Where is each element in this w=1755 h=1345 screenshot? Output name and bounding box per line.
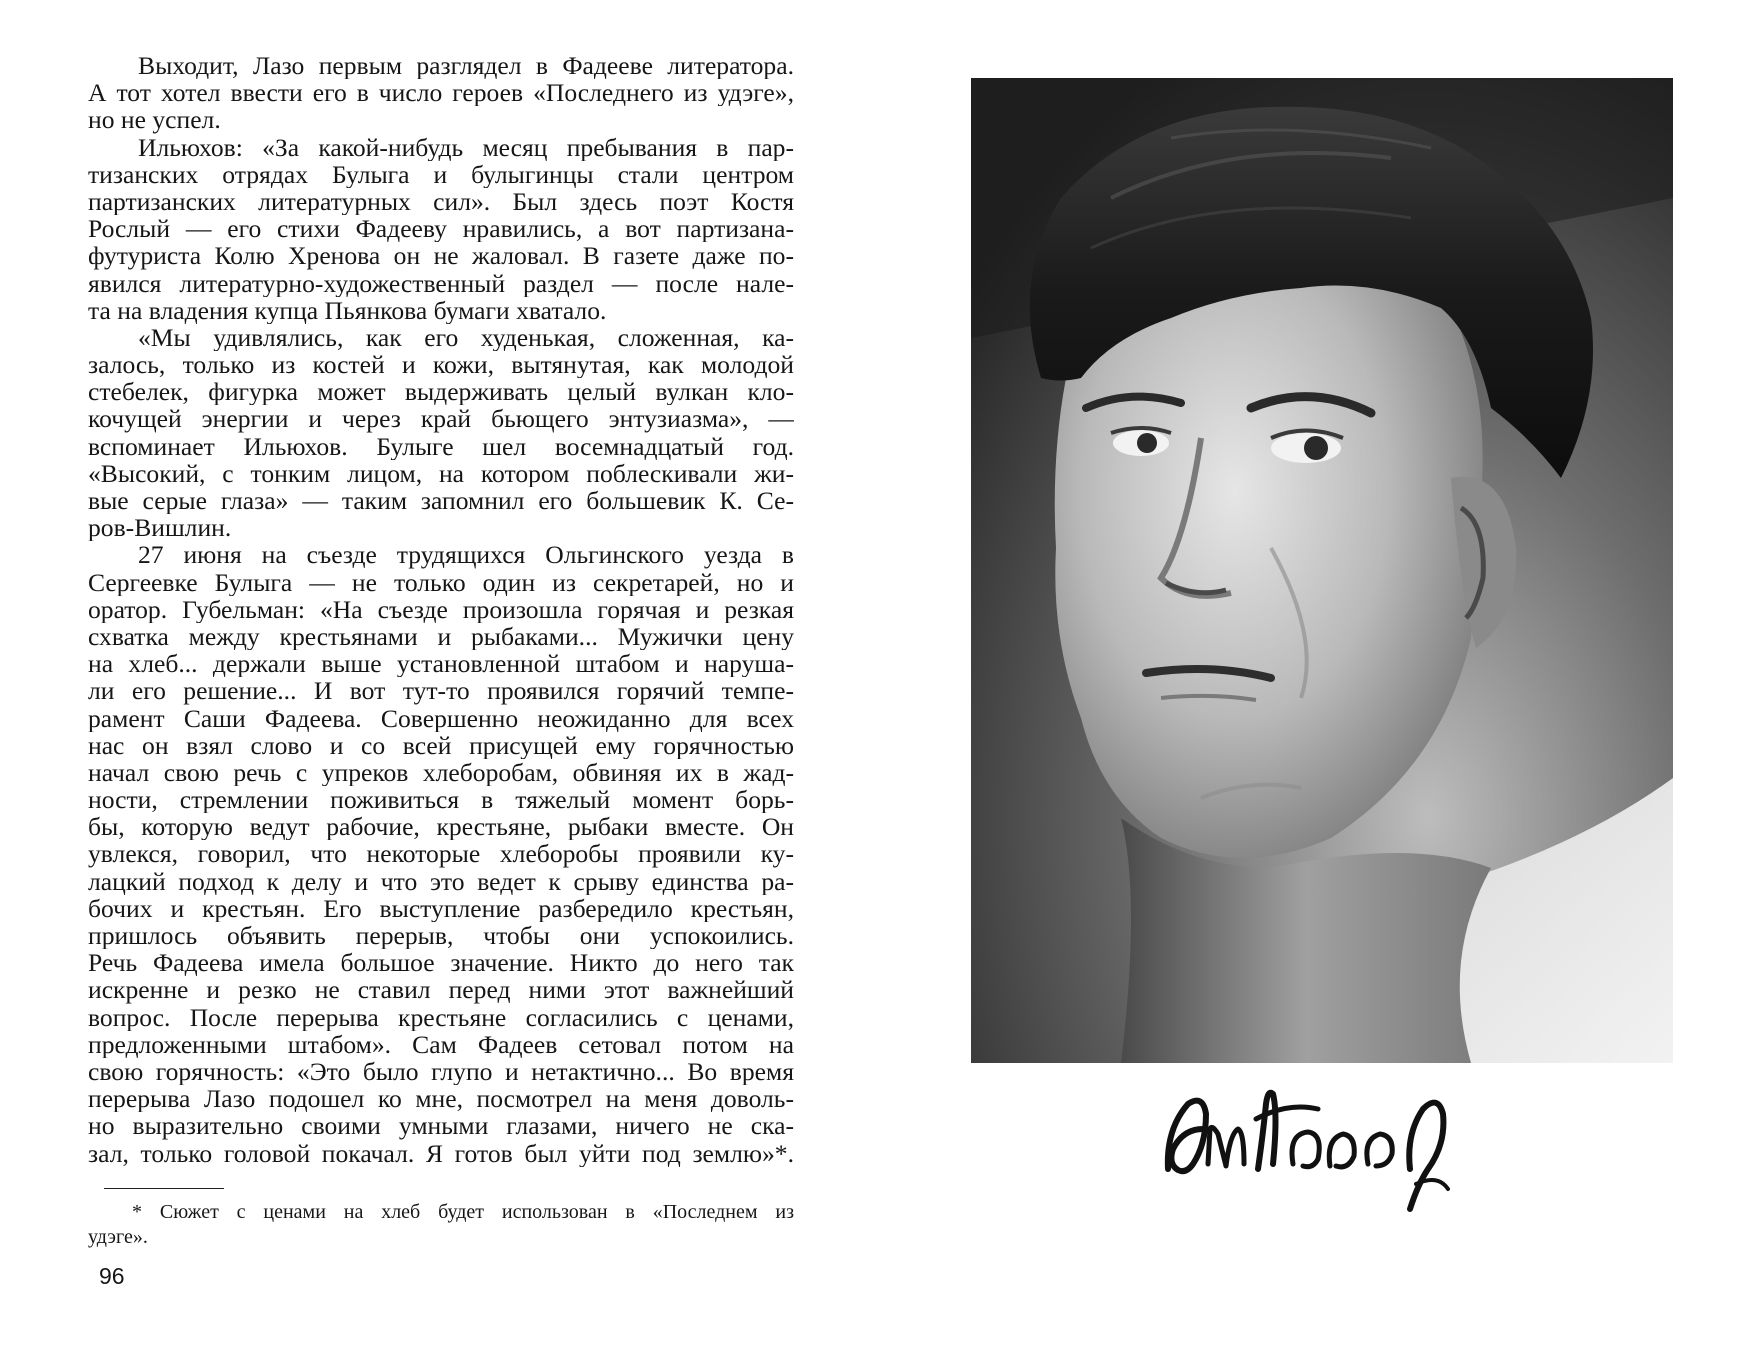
text-line: бочих и крестьян. Его выступление разбередило крестьян, bbox=[88, 894, 794, 922]
text-line: пришлось объявить перерыв, чтобы они успокоились. bbox=[88, 922, 794, 950]
text-line: тизанских отрядах Булыга и булыгинцы стали центром bbox=[88, 160, 794, 188]
text-line: свою горячность: «Это было глупо и нетактично... Во время bbox=[88, 1057, 794, 1086]
text-line: искренне и резко не ставил перед ними этот важнейший bbox=[88, 976, 794, 1004]
text-line: Сергеевке Булыга — не только один из секретарей, но и bbox=[88, 568, 794, 596]
text-line: перерыва Лазо подошел ко мне, посмотрел на меня доволь- bbox=[88, 1085, 794, 1113]
footnote-line: удэге». bbox=[88, 1226, 148, 1248]
text-line: Ильюхов: «За какой-нибудь месяц пребывания в пар- bbox=[138, 133, 794, 161]
text-line: футуриста Колю Хренова он не жаловал. В газете даже по- bbox=[88, 242, 794, 270]
text-line: ности, стремлении поживиться в тяжелый момент борь- bbox=[88, 786, 794, 814]
text-line: ров-Вишлин. bbox=[88, 514, 232, 542]
footnote-line: * Сюжет с ценами на хлеб будет использован в «Последнем из bbox=[132, 1201, 794, 1223]
text-line: Речь Фадеева имела большое значение. Никто до него так bbox=[88, 949, 794, 977]
main-text bbox=[88, 52, 794, 1167]
text-line: вые серые глаза» — таким запомнил его большевик К. Се- bbox=[88, 487, 794, 515]
text-line: вспоминает Ильюхов. Булыге шел восемнадцатый год. bbox=[88, 432, 794, 460]
text-line: «Высокий, с тонким лицом, на котором поблескивали жи- bbox=[88, 459, 794, 487]
portrait-photo bbox=[971, 78, 1673, 1063]
text-line: но не успел. bbox=[88, 106, 221, 134]
footnote bbox=[88, 1200, 794, 1250]
text-line: начал свою речь с упреков хлеборобам, обвиняя их в жад- bbox=[88, 758, 794, 787]
text-line: та на владения купца Пьянкова бумаги хватало. bbox=[88, 296, 607, 324]
text-line: нас он взял слово и со всей присущей ему горячностью bbox=[88, 731, 794, 759]
text-line: лацкий подход к делу и что это ведет к срыву единства ра- bbox=[88, 867, 794, 895]
footnote-divider bbox=[104, 1188, 224, 1189]
text-line: А тот хотел ввести его в число героев «Последнего из удэге», bbox=[88, 79, 794, 107]
text-line: оратор. Губельман: «На съезде произошла горячая и резкая bbox=[88, 595, 794, 623]
text-line: увлекся, говорил, что некоторые хлеборобы проявили ку- bbox=[88, 840, 794, 868]
page-number: 96 bbox=[99, 1263, 125, 1289]
text-line: залось, только из костей и кожи, вытянутая, как молодой bbox=[88, 351, 794, 379]
text-line: стебелек, фигурка может выдерживать целый вулкан кло- bbox=[88, 378, 794, 406]
text-line: но выразительно своими умными глазами, ничего не ска- bbox=[88, 1112, 794, 1140]
text-line: бы, которую ведут рабочие, крестьяне, рыбаки вместе. Он bbox=[88, 813, 794, 841]
text-line: предложенными штабом». Сам Фадеев сетовал потом на bbox=[88, 1030, 794, 1058]
text-line: Выходит, Лазо первым разглядел в Фадееве литератора. bbox=[138, 52, 794, 80]
text-line: на хлеб... держали выше установленной штабом и наруша- bbox=[88, 650, 794, 678]
text-line: рамент Саши Фадеева. Совершенно неожиданно для всех bbox=[88, 704, 794, 732]
text-line: вопрос. После перерыва крестьяне согласились с ценами, bbox=[88, 1003, 794, 1031]
text-line: ли его решение... И вот тут-то проявился горячий темпе- bbox=[88, 677, 794, 705]
text-line: зал, только головой покачал. Я готов был уйти под землю»*. bbox=[88, 1139, 794, 1167]
text-line: партизанских литературных сил». Был здесь поэт Костя bbox=[88, 187, 794, 216]
author-signature bbox=[1148, 1074, 1488, 1229]
text-line: 27 июня на съезде трудящихся Ольгинского уезда в bbox=[138, 541, 794, 569]
text-line: «Мы удивлялись, как его худенькая, сложенная, ка- bbox=[138, 323, 794, 352]
text-line: схватка между крестьянами и рыбаками... Мужички цену bbox=[88, 622, 794, 651]
text-line: кочущей энергии и через край бьющего энтузиазма», — bbox=[88, 405, 794, 433]
text-line: явился литературно-художественный раздел — после нале- bbox=[88, 269, 794, 297]
text-line: Рослый — его стихи Фадееву нравились, а вот партизана- bbox=[88, 215, 794, 243]
